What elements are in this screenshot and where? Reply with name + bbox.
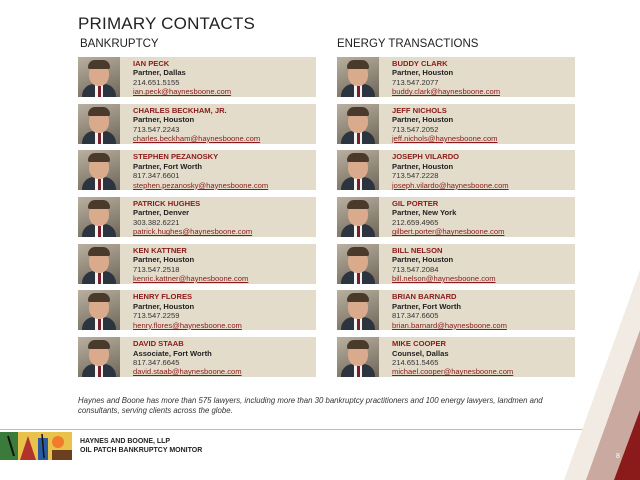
contact-role: Partner, New York — [392, 208, 457, 218]
contact-role: Partner, Fort Worth — [133, 161, 203, 171]
contact-name: DAVID STAAB — [133, 339, 184, 349]
contact-email-link[interactable]: joseph.vilardo@haynesboone.com — [392, 180, 509, 190]
page-title: PRIMARY CONTACTS — [78, 14, 256, 33]
contact-card-david-staab — [78, 337, 316, 377]
contact-email-link[interactable]: stephen.pezanosky@haynesboone.com — [133, 180, 269, 190]
contact-phone: 212.659.4965 — [392, 217, 439, 227]
contact-photo — [78, 150, 120, 190]
contact-email-link[interactable]: bill.nelson@haynesboone.com — [392, 273, 496, 283]
contact-name: BILL NELSON — [392, 245, 443, 255]
contact-role: Partner, Houston — [392, 68, 454, 78]
contact-email-link[interactable]: brian.barnard@haynesboone.com — [392, 320, 507, 330]
contact-role: Partner, Denver — [133, 208, 190, 218]
contact-email-link[interactable]: gilbert.porter@haynesboone.com — [392, 227, 505, 237]
contact-card-jeff-nichols — [337, 104, 575, 144]
contact-phone: 214.651.5465 — [392, 357, 439, 367]
contact-card-henry-flores — [78, 290, 316, 330]
contact-email-link[interactable]: henry.flores@haynesboone.com — [133, 320, 242, 330]
contact-card-bill-nelson — [337, 244, 575, 284]
contact-role: Partner, Houston — [133, 115, 195, 125]
contact-card-ian-peck — [78, 57, 316, 97]
contact-phone: 817.347.6645 — [133, 357, 180, 367]
contact-role: Partner, Fort Worth — [392, 301, 462, 311]
page-number: 8 — [616, 453, 620, 460]
contact-name: GIL PORTER — [392, 199, 439, 209]
contact-photo — [337, 104, 379, 144]
contact-card-mike-cooper — [337, 337, 575, 377]
contact-phone: 713.547.2077 — [392, 77, 439, 87]
contact-name: IAN PECK — [133, 59, 170, 68]
contact-photo — [78, 337, 120, 377]
contact-phone: 713.547.2052 — [392, 124, 439, 134]
energy-contacts-list — [337, 57, 575, 384]
contact-role: Partner, Dallas — [133, 68, 186, 78]
footer-divider — [0, 429, 640, 430]
contact-email-link[interactable]: kenric.kattner@haynesboone.com — [133, 273, 249, 283]
contact-phone: 713.547.2259 — [133, 311, 180, 321]
firm-footnote: Haynes and Boone has more than 575 lawyers, including more than 30 bankruptcy practitioners and 100 energy lawyers, landmen and consultants, serving clients across the globe. — [78, 396, 543, 415]
contact-photo — [78, 290, 120, 330]
contact-email-link[interactable]: patrick.hughes@haynesboone.com — [133, 227, 253, 237]
contact-card-patrick-hughes — [78, 197, 316, 237]
contact-email-link[interactable]: jeff.nichols@haynesboone.com — [392, 133, 498, 143]
contact-role: Partner, Houston — [392, 115, 454, 125]
footer-text — [80, 437, 202, 455]
contact-email-link[interactable]: david.staab@haynesboone.com — [133, 367, 242, 377]
contact-name: BUDDY CLARK — [392, 59, 448, 68]
contact-photo — [78, 244, 120, 284]
contact-name: BRIAN BARNARD — [392, 292, 457, 302]
contact-name: JOSEPH VILARDO — [392, 152, 460, 162]
contact-name: JEFF NICHOLS — [392, 105, 447, 115]
contact-name: CHARLES BECKHAM, JR. — [133, 105, 227, 115]
contact-phone: 713.547.2518 — [133, 264, 180, 274]
contact-phone: 713.547.2228 — [392, 171, 439, 181]
contact-role: Partner, Houston — [133, 255, 195, 265]
bankruptcy-contacts-list — [78, 57, 316, 384]
contact-phone: 713.547.2243 — [133, 124, 180, 134]
bankruptcy-heading: BANKRUPTCY — [80, 38, 159, 50]
contact-email-link[interactable]: ian.peck@haynesboone.com — [133, 87, 232, 97]
contact-name: STEPHEN PEZANOSKY — [133, 152, 219, 162]
contact-role: Partner, Houston — [133, 301, 195, 311]
contact-photo — [337, 244, 379, 284]
energy-transactions-heading: ENERGY TRANSACTIONS — [337, 38, 479, 50]
contact-phone: 817.347.6601 — [133, 171, 180, 181]
contact-phone: 817.347.6605 — [392, 311, 439, 321]
contact-photo — [337, 197, 379, 237]
contact-role: Partner, Houston — [392, 255, 454, 265]
contact-card-gil-porter — [337, 197, 575, 237]
contact-phone: 303.382.6221 — [133, 217, 180, 227]
contact-role: Counsel, Dallas — [392, 348, 449, 358]
firm-name: HAYNES AND BOONE, LLP — [80, 438, 171, 445]
contact-role: Associate, Fort Worth — [133, 348, 212, 358]
contact-email-link[interactable]: michael.cooper@haynesboone.com — [392, 367, 514, 377]
contact-photo — [78, 197, 120, 237]
publication-name: OIL PATCH BANKRUPTCY MONITOR — [80, 447, 203, 454]
contact-photo — [78, 104, 120, 144]
contact-name: MIKE COOPER — [392, 339, 447, 349]
contact-photo — [78, 57, 120, 97]
contact-card-buddy-clark — [337, 57, 575, 97]
oil-patch-artwork — [0, 432, 72, 460]
contact-card-stephen-pezanosky — [78, 150, 316, 190]
contact-email-link[interactable]: charles.beckham@haynesboone.com — [133, 133, 261, 143]
contact-card-brian-barnard — [337, 290, 575, 330]
contact-phone: 713.547.2084 — [392, 264, 439, 274]
contact-card-charles-beckham-jr — [78, 104, 316, 144]
contact-email-link[interactable]: buddy.clark@haynesboone.com — [392, 87, 501, 97]
contact-name: KEN KATTNER — [133, 245, 187, 255]
contact-photo — [337, 150, 379, 190]
contact-role: Partner, Houston — [392, 161, 454, 171]
contact-phone: 214.651.5155 — [133, 77, 180, 87]
contact-name: HENRY FLORES — [133, 292, 193, 302]
contact-name: PATRICK HUGHES — [133, 199, 201, 209]
contact-photo — [337, 57, 379, 97]
page-corner-accent — [556, 270, 640, 480]
contact-photo — [337, 337, 379, 377]
contact-card-joseph-vilardo — [337, 150, 575, 190]
contact-card-ken-kattner — [78, 244, 316, 284]
contact-photo — [337, 290, 379, 330]
